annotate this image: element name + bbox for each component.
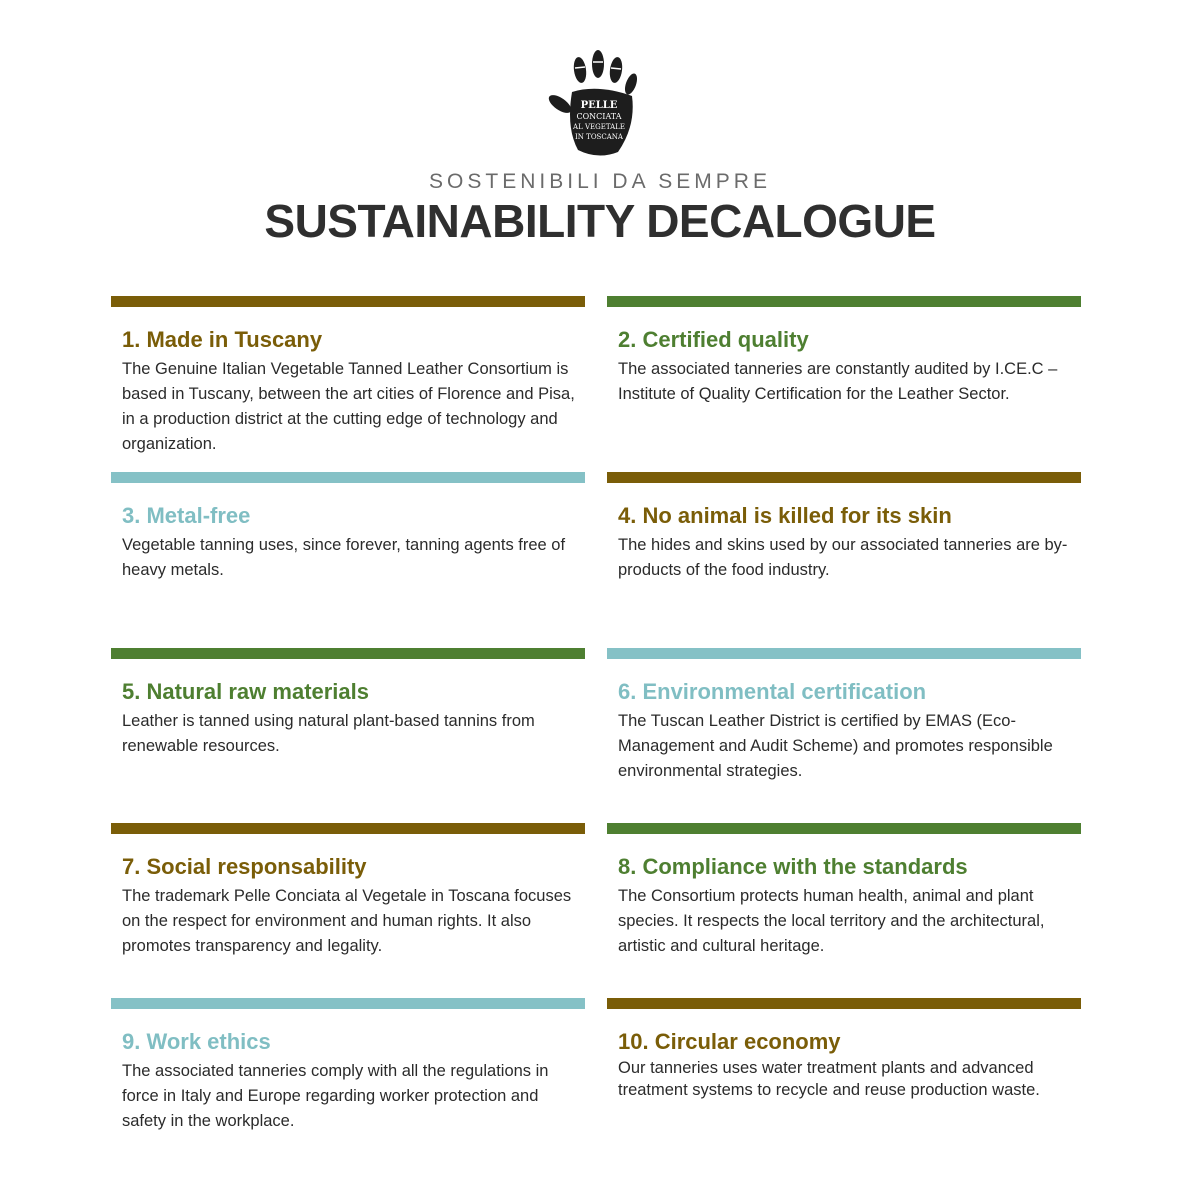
item-body: The Genuine Italian Vegetable Tanned Leather Consortium is based in Tuscany, between the art cities of Florence and Pisa, in a production district at the cutting edge of technology and organization.: [122, 360, 575, 453]
decalogue-item-1: [111, 296, 585, 457]
decalogue-item-5: [111, 648, 585, 759]
item-body: Our tanneries uses water treatment plants and advanced treatment systems to recycle and reuse production waste.: [618, 1059, 1040, 1099]
item-divider-bar: [607, 648, 1081, 659]
decalogue-item-7: [111, 823, 585, 959]
item-divider-bar: [111, 823, 585, 834]
item-body: The associated tanneries are constantly audited by I.CE.C – Institute of Quality Certification for the Leather Sector.: [618, 360, 1058, 403]
decalogue-item-3: [111, 472, 585, 583]
decalogue-item-4: [607, 472, 1081, 583]
item-body: The hides and skins used by our associated tanneries are by-products of the food industry.: [618, 536, 1068, 579]
decalogue-item-6: [607, 648, 1081, 784]
item-title: 10. Circular economy: [618, 1029, 841, 1054]
decalogue-item-9: [111, 998, 585, 1134]
item-body: Leather is tanned using natural plant-based tannins from renewable resources.: [122, 712, 535, 755]
item-body: The Consortium protects human health, animal and plant species. It respects the local territory and the architectural, artistic and cultural heritage.: [618, 887, 1045, 955]
item-divider-bar: [111, 648, 585, 659]
item-title: 7. Social responsability: [122, 854, 367, 879]
item-title: 1. Made in Tuscany: [122, 327, 323, 352]
handprint-icon: [546, 48, 650, 160]
item-divider-bar: [111, 472, 585, 483]
svg-text:AL VEGETALE: AL VEGETALE: [573, 123, 625, 131]
consortium-logo: [546, 48, 650, 160]
item-body: Vegetable tanning uses, since forever, tanning agents free of heavy metals.: [122, 536, 566, 579]
item-divider-bar: [607, 472, 1081, 483]
item-divider-bar: [607, 998, 1081, 1009]
svg-text:CONCIATA: CONCIATA: [576, 112, 622, 121]
page-subtitle: SOSTENIBILI DA SEMPRE: [429, 170, 771, 193]
item-divider-bar: [607, 296, 1081, 307]
item-title: 8. Compliance with the standards: [618, 854, 968, 879]
item-title: 4. No animal is killed for its skin: [618, 503, 952, 528]
item-title: 5. Natural raw materials: [122, 679, 370, 704]
page-title: SUSTAINABILITY DECALOGUE: [264, 195, 936, 247]
decalogue-item-8: [607, 823, 1081, 959]
item-divider-bar: [111, 296, 585, 307]
svg-text:PELLE: PELLE: [580, 100, 618, 111]
item-title: 2. Certified quality: [618, 327, 809, 352]
svg-text:IN TOSCANA: IN TOSCANA: [575, 133, 623, 141]
item-title: 6. Environmental certification: [618, 679, 927, 704]
decalogue-item-2: [607, 296, 1081, 407]
item-title: 9. Work ethics: [122, 1029, 271, 1054]
item-body: The Tuscan Leather District is certified by EMAS (Eco-Management and Audit Scheme) and promotes responsible environmental strategies.: [618, 712, 1053, 780]
item-body: The associated tanneries comply with all the regulations in force in Italy and Europe regarding worker protection and safety in the workplace.: [122, 1062, 549, 1130]
item-title: 3. Metal-free: [122, 503, 251, 528]
item-divider-bar: [607, 823, 1081, 834]
item-divider-bar: [111, 998, 585, 1009]
item-body: The trademark Pelle Conciata al Vegetale in Toscana focuses on the respect for environment and human rights. It also promotes transparency and legality.: [122, 887, 572, 955]
decalogue-item-10: [607, 998, 1081, 1101]
